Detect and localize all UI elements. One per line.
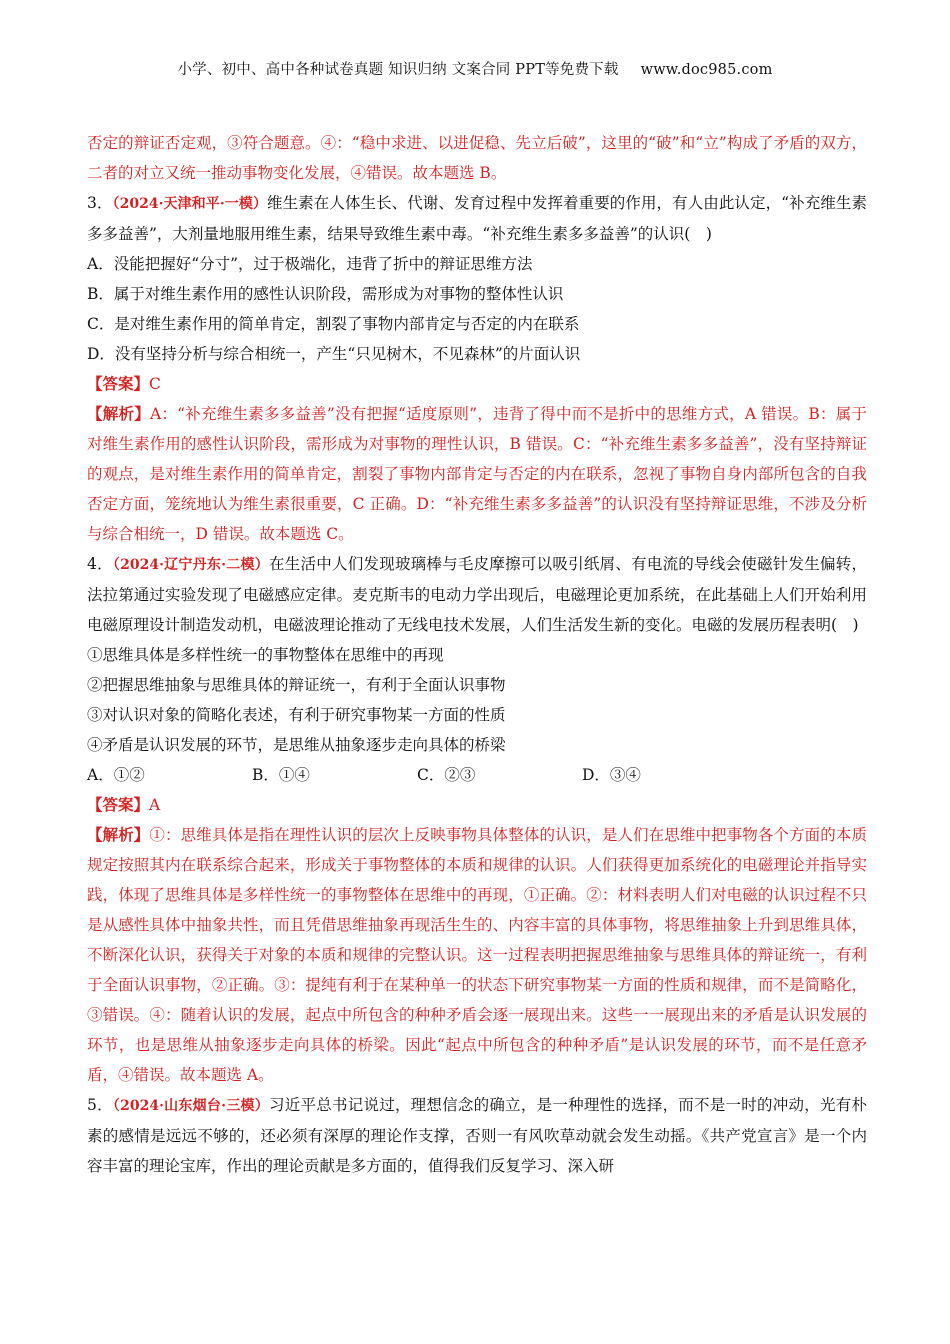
- option-c: C．是对维生素作用的简单肯定，割裂了事物内部肯定与否定的内在联系: [87, 315, 580, 333]
- option-a: A．没能把握好“分寸”，过于极端化，违背了折中的辩证思维方法: [87, 255, 533, 273]
- question-3: [87, 188, 867, 549]
- statement-3: ③对认识对象的简略化表述，有利于研究事物某一方面的性质: [87, 706, 506, 724]
- prev-analysis-continuation: 否定的辩证否定观，③符合题意。④：“稳中求进、以进促稳、先立后破”，这里的“破”和“立”构成了矛盾的双方，二者的对立又统一推动事物变化发展，④错误。故本题选 B。: [87, 134, 867, 182]
- document-body: [87, 128, 867, 1181]
- header-text: 小学、初中、高中各种试卷真题 知识归纳 文案合同 PPT等免费下载: [177, 62, 619, 78]
- analysis: [87, 820, 867, 1090]
- statement-2: ②把握思维抽象与思维具体的辩证统一，有利于全面认识事物: [87, 676, 506, 694]
- analysis-text: ①：思维具体是指在理性认识的层次上反映事物具体整体的认识，是人们在思维中把事物各个方面的本质规定按照其内在联系综合起来，形成关于事物整体的本质和规律的认识。人们获得更加系统化的电磁理论并指导实践，体现了思维具体是多样性统一的事物整体在思维中的再现，①正确。②：材料表明人们对电磁的认识过程不只是从感性具体中抽象共性，而且凭借思维抽象再现活生生的、内容丰富的具体事物，将思维抽象上升到思维具体，不断深化认识，获得关于对象的本质和规律的完整认识。这一过程表明把握思维抽象与思维具体的辩证统一，有利于全面认识事物，②正确。③：提纯有利于在某种单一的状态下研究事物某一方面的性质和规律，而不是简略化，③错误。④：随着认识的发展，起点中所包含的种种矛盾会逐一展现出来。这些一一展现出来的矛盾是认识发展的环节，也是思维从抽象逐步走向具体的桥梁。因此“起点中所包含的种种矛盾”是认识发展的环节，而不是任意矛盾，④错误。故本题选 A。: [87, 826, 867, 1084]
- answer-label: 【答案】: [87, 795, 150, 814]
- option-a: A．①②: [87, 766, 145, 784]
- option-d: D．③④: [582, 766, 641, 784]
- question-number: 3．: [87, 194, 113, 212]
- question-number: 5．: [87, 1096, 113, 1114]
- option-d: D．没有坚持分析与综合相统一，产生“只见树木，不见森林”的片面认识: [87, 345, 581, 363]
- answer-value: A: [149, 796, 161, 814]
- answer-line: [87, 790, 867, 820]
- analysis: [87, 399, 867, 549]
- question-source: （2024·辽宁丹东·二模）: [112, 557, 269, 573]
- option-row: [87, 760, 867, 790]
- question-text: 在生活中人们发现玻璃棒与毛皮摩擦可以吸引纸屑、有电流的导线会使磁针发生偏转，法拉第通过实验发现了电磁感应定律。麦克斯韦的电动力学出现后，电磁理论更加系统，在此基础上人们开始利用电磁原理设计制造发动机，电磁波理论推动了无线电技术发展，人们生活发生新的变化。电磁的发展历程表明( ): [87, 555, 867, 634]
- answer-label: 【答案】: [87, 374, 150, 393]
- question-5: [87, 1090, 867, 1181]
- question-number: 4．: [87, 555, 113, 573]
- option-b: B．属于对维生素作用的感性认识阶段，需形成为对事物的整体性认识: [87, 285, 564, 303]
- statement-1: ①思维具体是多样性统一的事物整体在思维中的再现: [87, 646, 444, 664]
- answer-value: C: [149, 375, 161, 393]
- question-4: [87, 549, 867, 1090]
- answer-line: [87, 369, 867, 399]
- question-source: （2024·山东烟台·三模）: [112, 1098, 269, 1114]
- question-stem: [87, 188, 867, 249]
- analysis-text: A：“补充维生素多多益善”没有把握“适度原则”，违背了得中而不是折中的思维方式，A 错误。B：属于对维生素作用的感性认识阶段，需形成为对事物的理性认识，B 错误。C：“补充维生素多多益善”，没有坚持辩证的观点，是对维生素作用的简单肯定，割裂了事物内部肯定与否定的内在联系，忽视了事物自身内部所包含的自我否定方面，笼统地认为维生素很重要，C 正确。D：“补充维生素多多益善”的认识没有坚持辩证思维，不涉及分析与综合相统一，D 错误。故本题选 C。: [87, 405, 867, 543]
- question-stem: [87, 1090, 867, 1181]
- question-text: 维生素在人体生长、代谢、发育过程中发挥着重要的作用，有人由此认定，“补充维生素多多益善”，大剂量地服用维生素，结果导致维生素中毒。“补充维生素多多益善”的认识( ): [87, 194, 867, 243]
- question-source: （2024·天津和平·一模）: [112, 196, 268, 212]
- statement-4: ④矛盾是认识发展的环节，是思维从抽象逐步走向具体的桥梁: [87, 736, 506, 754]
- analysis-label: 【解析】: [87, 825, 150, 844]
- option-c: C．②③: [417, 766, 476, 784]
- option-b: B．①④: [252, 766, 310, 784]
- header-site-link[interactable]: www.doc985.com: [640, 62, 773, 78]
- question-stem: [87, 549, 867, 640]
- analysis-label: 【解析】: [87, 404, 150, 423]
- page-header: [0, 58, 950, 79]
- question-text: 习近平总书记说过，理想信念的确立，是一种理性的选择，而不是一时的冲动，光有朴素的感情是远远不够的，还必须有深厚的理论作支撑，否则一有风吹草动就会发生动摇。《共产党宣言》是一个内容丰富的理论宝库，作出的理论贡献是多方面的，值得我们反复学习、深入研: [87, 1096, 867, 1175]
